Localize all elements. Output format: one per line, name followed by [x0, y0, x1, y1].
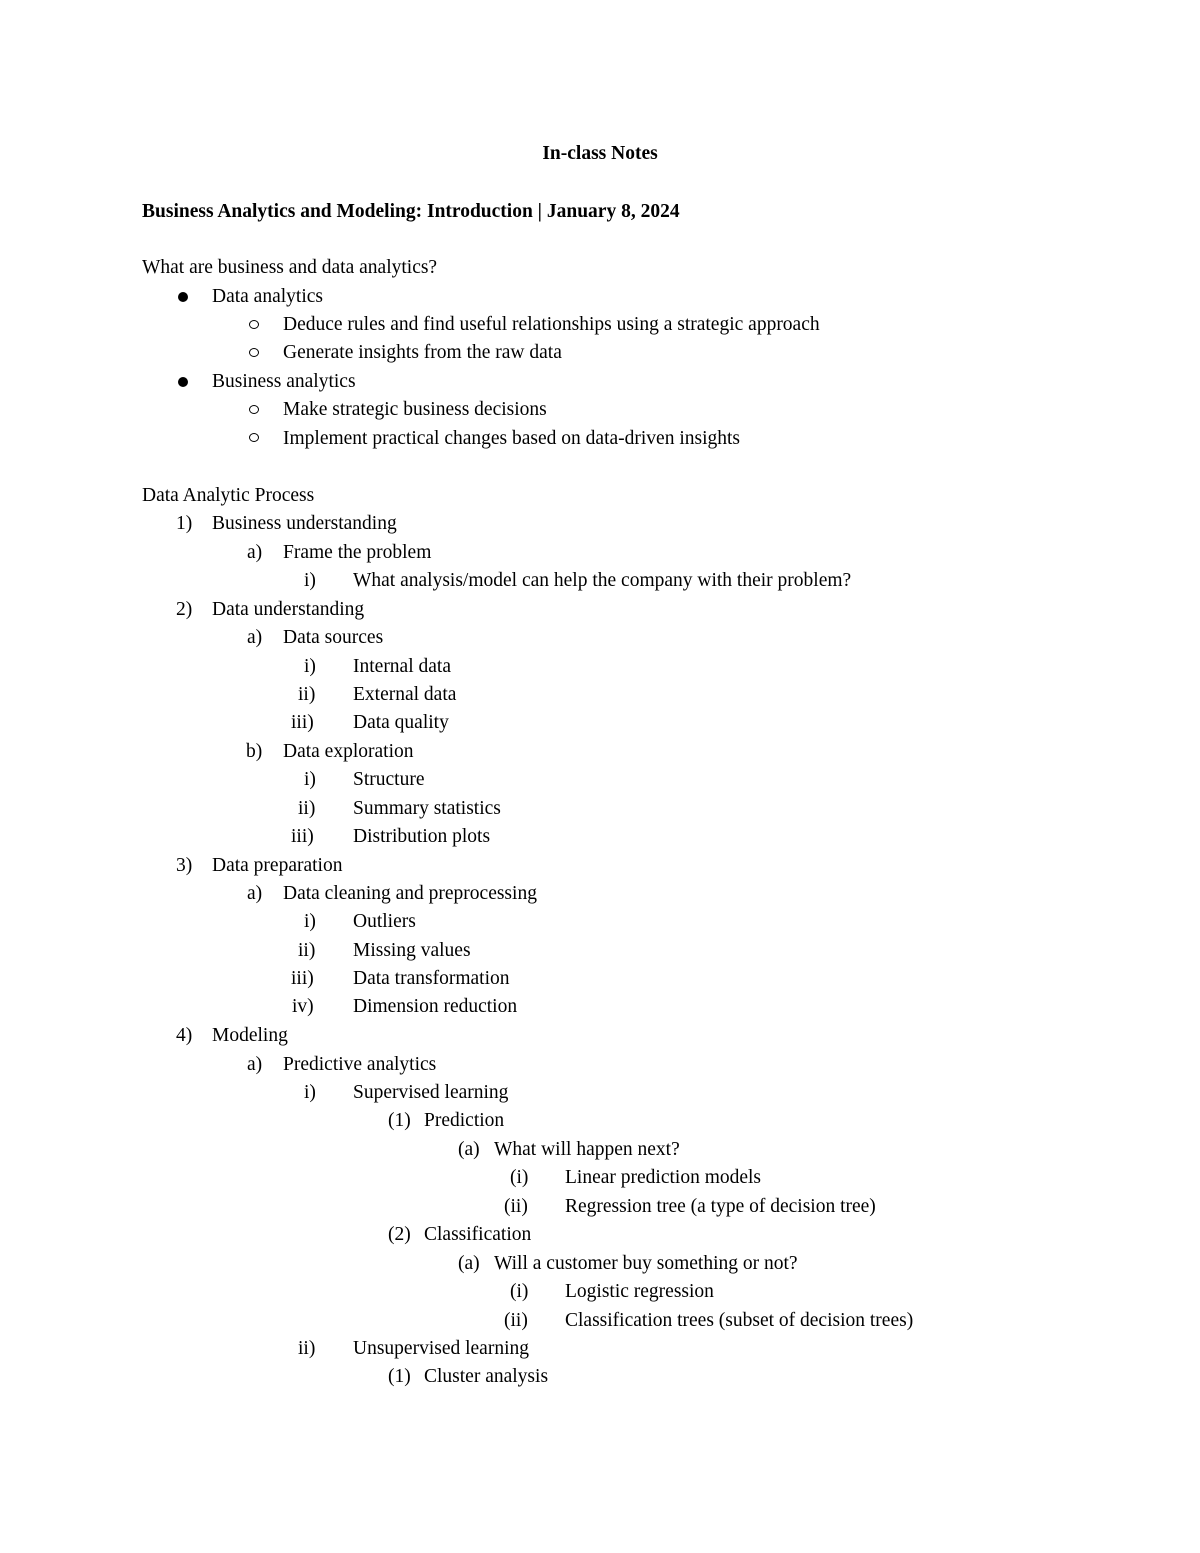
page-title: In-class Notes	[542, 143, 658, 164]
list-item: Prediction	[424, 1110, 505, 1131]
list-marker: i)	[304, 769, 316, 790]
list-item: Will a customer buy something or not?	[494, 1253, 798, 1274]
list-marker: b)	[246, 741, 263, 762]
list-item: Classification trees (subset of decision trees)	[565, 1310, 914, 1331]
list-marker: a)	[247, 627, 263, 648]
list-marker: ii)	[298, 798, 316, 819]
bullet-icon	[178, 292, 188, 302]
list-item: Business understanding	[212, 513, 397, 534]
circle-bullet-icon	[249, 320, 259, 329]
list-marker: iv)	[292, 996, 314, 1017]
list-item: Frame the problem	[283, 542, 432, 563]
list-marker: 3)	[176, 855, 193, 876]
list-marker: (a)	[458, 1253, 480, 1274]
list-item: Implement practical changes based on data-driven insights	[283, 428, 741, 449]
list-item: Modeling	[212, 1025, 288, 1046]
list-item: Regression tree (a type of decision tree)	[565, 1196, 876, 1217]
list-item: Data sources	[283, 627, 384, 648]
list-item: External data	[353, 684, 457, 705]
list-marker: ii)	[298, 940, 316, 961]
document-heading: Business Analytics and Modeling: Introduction | January 8, 2024	[142, 201, 680, 222]
list-marker: (ii)	[504, 1310, 528, 1331]
bullet-icon	[178, 377, 188, 387]
list-item: Dimension reduction	[353, 996, 518, 1017]
list-item: Distribution plots	[353, 826, 491, 847]
list-item: Make strategic business decisions	[283, 399, 547, 420]
list-item: Summary statistics	[353, 798, 501, 819]
list-item: Data transformation	[353, 968, 510, 989]
list-item: Data cleaning and preprocessing	[283, 883, 537, 904]
list-item: Outliers	[353, 911, 416, 932]
list-item: Data preparation	[212, 855, 343, 876]
list-item: Deduce rules and find useful relationships using a strategic approach	[283, 314, 820, 335]
list-marker: i)	[304, 656, 316, 677]
list-marker: (i)	[510, 1167, 529, 1188]
list-item: Data quality	[353, 712, 449, 733]
list-marker: 4)	[176, 1025, 193, 1046]
list-marker: i)	[304, 1082, 316, 1103]
list-marker: iii)	[291, 826, 314, 847]
list-marker: (ii)	[504, 1196, 528, 1217]
section-title: Data Analytic Process	[142, 485, 315, 506]
circle-bullet-icon	[249, 433, 259, 442]
list-item: Business analytics	[212, 371, 356, 392]
list-marker: (2)	[388, 1224, 411, 1245]
list-marker: a)	[247, 542, 263, 563]
section-question: What are business and data analytics?	[142, 257, 438, 278]
list-marker: 2)	[176, 599, 193, 620]
list-marker: a)	[247, 883, 263, 904]
list-marker: ii)	[298, 684, 316, 705]
list-item: Data analytics	[212, 286, 323, 307]
circle-bullet-icon	[249, 405, 259, 414]
list-marker: (1)	[388, 1366, 411, 1387]
list-marker: i)	[304, 911, 316, 932]
list-marker: 1)	[176, 513, 193, 534]
list-item: Unsupervised learning	[353, 1338, 529, 1359]
list-item: Missing values	[353, 940, 471, 961]
list-marker: (1)	[388, 1110, 411, 1131]
list-marker: (i)	[510, 1281, 529, 1302]
list-item: Structure	[353, 769, 425, 790]
list-item: Classification	[424, 1224, 532, 1245]
list-item: What analysis/model can help the company with their problem?	[353, 570, 852, 591]
list-marker: ii)	[298, 1338, 316, 1359]
list-marker: iii)	[291, 712, 314, 733]
list-item: Cluster analysis	[424, 1366, 549, 1387]
list-marker: (a)	[458, 1139, 480, 1160]
list-marker: iii)	[291, 968, 314, 989]
list-item: What will happen next?	[494, 1139, 680, 1160]
circle-bullet-icon	[249, 348, 259, 357]
list-marker: a)	[247, 1054, 263, 1075]
list-item: Supervised learning	[353, 1082, 509, 1103]
list-item: Predictive analytics	[283, 1054, 437, 1075]
list-marker: i)	[304, 570, 316, 591]
list-item: Internal data	[353, 656, 451, 677]
list-item: Data understanding	[212, 599, 365, 620]
list-item: Data exploration	[283, 741, 414, 762]
list-item: Generate insights from the raw data	[283, 342, 562, 363]
list-item: Logistic regression	[565, 1281, 714, 1302]
list-item: Linear prediction models	[565, 1167, 762, 1188]
